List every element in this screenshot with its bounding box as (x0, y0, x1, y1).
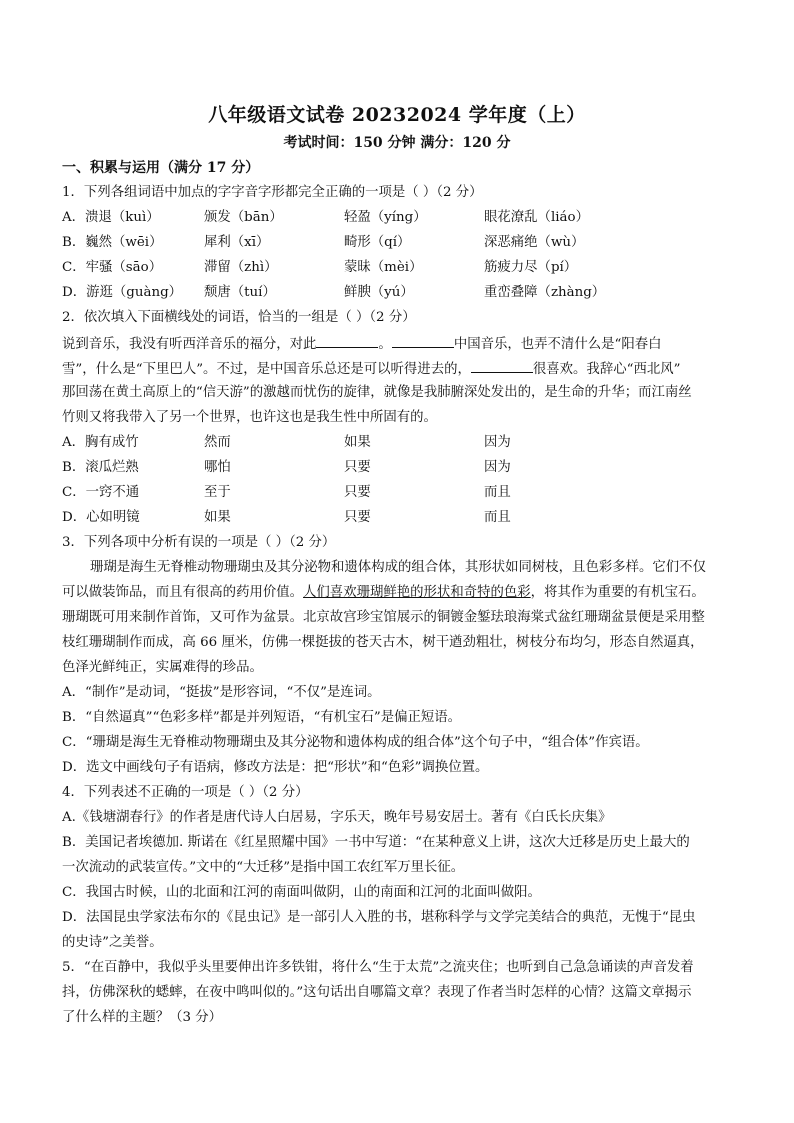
page-title: 八年级语文试卷 20232024 学年度（上） (208, 104, 586, 126)
q2-passage-text: 很喜欢。我辞心“西北风” (532, 362, 681, 377)
q4-option-c: C．我国古时候，山的北面和江河的南面叫做阴，山的南面和江河的北面叫做阳。 (62, 885, 541, 900)
q3-passage-line-3: 珊瑚既可用来制作首饰，又可作为盆景。北京故宫珍宝馆展示的铜镀金錾珐琅海棠式盆红珊瑚盆景便是采用整 (62, 610, 705, 625)
q1-option-a-1: A．溃退（kuì） (62, 210, 160, 225)
q2-option-a-2: 然而 (204, 435, 231, 450)
question-5-line-2: 抖，仿佛深秋的蟋蟀，在夜中鸣叫似的。”这句话出自哪篇文章？表现了作者当时怎样的心情？这篇文章揭示 (62, 985, 692, 1000)
q1-option-c-2: 滞留（zhì） (204, 260, 278, 275)
q3-passage-line-5: 色泽光鲜纯正，实属难得的珍品。 (62, 660, 263, 675)
question-2-stem: 2．依次填入下面横线处的词语，恰当的一组是（ ）（2 分） (62, 310, 416, 325)
q1-option-b-4: 深恶痛绝（wù） (484, 235, 585, 250)
question-4-stem: 4．下列表述不正确的一项是（ ）（2 分） (62, 785, 309, 800)
q1-option-d-3: 鲜腴（yú） (344, 285, 414, 300)
q2-option-d-3: 只要 (344, 510, 371, 525)
q2-passage-line-3: 那回荡在黄土高原上的“信天游”的激越而忧伤的旋律，就像是我肺腑深处发出的，是生命的升华；而江南丝 (62, 385, 692, 400)
q2-passage-line-2 (62, 358, 742, 380)
q2-option-a-1: A．胸有成竹 (62, 435, 139, 450)
q1-option-a-2: 颁发（bān） (204, 210, 283, 225)
q2-option-c-1: C．一窍不通 (62, 485, 140, 500)
q4-option-a: A.《钱塘湖春行》的作者是唐代诗人白居易，字乐天，晚年号易安居士。著有《白氏长庆集》 (62, 810, 612, 825)
q1-option-b-2: 犀利（xī） (204, 235, 270, 250)
q2-option-c-3: 只要 (344, 485, 371, 500)
q2-option-a-3: 如果 (344, 435, 371, 450)
q2-option-b-2: 哪怕 (204, 460, 231, 475)
q1-option-a-3: 轻盈（yíng） (344, 210, 427, 225)
q2-passage-text: 。 (378, 337, 392, 352)
q4-option-d: D．法国昆虫学家法布尔的《昆虫记》是一部引人入胜的书，堪称科学与文学完美结合的典范，无愧于“昆虫 (62, 910, 696, 925)
question-5-line-1: 5．“在百静中，我似乎头里要伸出许多铁钳，将什么“生于太荒”之流夹住；也听到自己急急诵读的声音发着 (62, 960, 694, 975)
q1-option-b-1: B．巍然（wēi） (62, 235, 163, 250)
exam-info: 考试时间：150 分钟 满分：120 分 (283, 135, 511, 151)
question-5-line-3: 了什么样的主题？（3 分） (62, 1010, 223, 1025)
q4-option-d-cont: 的史诗”之美誉。 (62, 935, 163, 950)
q1-option-a-4: 眼花潦乱（liáo） (484, 210, 589, 225)
question-3-stem: 3．下列各项中分析有误的一项是（ ）（2 分） (62, 535, 336, 550)
q2-option-b-1: B．滚瓜烂熟 (62, 460, 139, 475)
q3-option-b: B．“自然逼真”“色彩多样”都是并列短语，“有机宝石”是偏正短语。 (62, 710, 462, 725)
q3-passage-text: ，将其作为重要的有机宝石。 (530, 585, 705, 600)
q2-passage-line-1 (62, 333, 742, 355)
q3-passage-text: 可以做装饰品，而且有很高的药用价值。 (62, 585, 304, 600)
q3-option-c: C．“珊瑚是海生无脊椎动物珊瑚虫及其分泌物和遗体构成的组合体”这个句子中，“组合体”作宾语。 (62, 735, 649, 750)
q2-option-d-2: 如果 (204, 510, 231, 525)
q1-option-c-4: 筋疲力尽（pí） (484, 260, 578, 275)
q2-option-b-3: 只要 (344, 460, 371, 475)
q2-passage-text: 中国音乐，也弄不清什么是“阳春白 (453, 337, 662, 352)
underlined-sentence: 人们喜欢珊瑚鲜艳的形状和奇特的色彩 (303, 585, 531, 600)
q1-option-b-3: 畸形（qí） (344, 235, 411, 250)
q2-passage-text: 雪”，什么是“下里巴人”。不过，是中国音乐总还是可以听得进去的， (62, 362, 471, 377)
q1-option-c-1: C．牢骚（sāo） (62, 260, 163, 275)
q4-option-b: B．美国记者埃德加. 斯诺在《红星照耀中国》一书中写道：“在某种意义上讲，这次大迁移是历史上最大的 (62, 835, 690, 850)
fill-blank (471, 358, 533, 373)
fill-blank (392, 333, 454, 348)
q3-passage-line-2 (62, 583, 742, 603)
q2-passage-text: 说到音乐，我没有听西洋音乐的福分，对此 (62, 337, 317, 352)
section-heading: 一、积累与运用（满分 17 分） (62, 160, 260, 176)
q2-option-a-4: 因为 (484, 435, 511, 450)
q1-option-d-1: D．游逛（guàng） (62, 285, 183, 300)
q1-option-c-3: 蒙昧（mèi） (344, 260, 423, 275)
q2-passage-line-4: 竹则又将我带入了另一个世界，也许这也是我生性中所固有的。 (62, 410, 437, 425)
q2-option-c-4: 而且 (484, 485, 511, 500)
q3-option-a: A．“制作”是动词，“挺拔”是形容词，“不仅”是连词。 (62, 685, 381, 700)
q4-option-b-cont: 一次流动的武装宣传。”文中的“大迁移”是指中国工农红军万里长征。 (62, 860, 465, 875)
question-1-stem: 1．下列各组词语中加点的字字音字形都完全正确的一项是（ ）（2 分） (62, 185, 483, 200)
q3-option-d: D．选文中画线句子有语病，修改方法是：把“形状”和“色彩”调换位置。 (62, 760, 489, 775)
q2-option-b-4: 因为 (484, 460, 511, 475)
q2-option-d-1: D．心如明镜 (62, 510, 140, 525)
fill-blank (316, 333, 378, 348)
q2-option-d-4: 而且 (484, 510, 511, 525)
q1-option-d-2: 颓唐（tuí） (204, 285, 276, 300)
q2-option-c-2: 至于 (204, 485, 231, 500)
q3-passage-line-4: 枝红珊瑚制作而成，高 66 厘米，仿佛一棵挺拔的苍天古木，树干遒劲粗壮，树枝分布均匀，形态自然逼真， (62, 635, 704, 650)
q3-passage-line-1: 珊瑚是海生无脊椎动物珊瑚虫及其分泌物和遗体构成的组合体，其形状如同树枝，且色彩多样。它们不仅 (90, 560, 706, 575)
q1-option-d-4: 重峦叠障（zhàng） (484, 285, 606, 300)
